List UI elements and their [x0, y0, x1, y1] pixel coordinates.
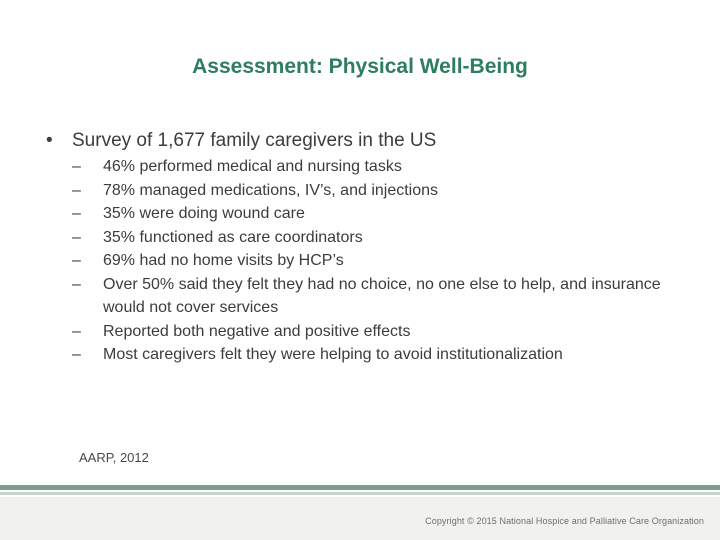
main-bullet-text: Survey of 1,677 family caregivers in the US — [72, 130, 437, 151]
footer-divider — [0, 485, 720, 490]
list-item-text: Reported both negative and positive effects — [103, 322, 411, 340]
dash-marker: – — [72, 228, 81, 246]
list-item — [72, 226, 672, 250]
list-item-text: Most caregivers felt they were helping to avoid institutionalization — [103, 346, 563, 363]
list-item — [72, 320, 672, 344]
slide-title: Assessment: Physical Well-Being — [192, 55, 528, 78]
list-item — [72, 202, 672, 226]
list-item — [72, 343, 672, 367]
dash-marker: – — [72, 205, 81, 222]
footer — [0, 485, 720, 540]
list-item — [72, 179, 672, 203]
list-item — [72, 249, 672, 273]
list-item-text: 35% functioned as care coordinators — [103, 228, 363, 246]
copyright-text: Copyright © 2015 National Hospice and Palliative Care Organization — [425, 516, 704, 526]
list-item-text: 35% were doing wound care — [103, 205, 305, 222]
list-item-text: 69% had no home visits by HCP’s — [103, 252, 344, 269]
list-item-text: Over 50% said they felt they had no choice, no one else to help, and insurance would not cover services — [103, 275, 661, 316]
citation: AARP, 2012 — [79, 450, 149, 465]
bullet-marker: • — [46, 130, 53, 151]
footer-divider-light — [0, 492, 720, 495]
list-item — [72, 155, 672, 179]
dash-marker: – — [72, 252, 81, 269]
list-item — [72, 273, 672, 320]
dash-marker: – — [72, 322, 81, 340]
dash-marker: – — [72, 346, 81, 363]
sub-bullet-list — [72, 155, 672, 367]
list-item-text: 46% performed medical and nursing tasks — [103, 158, 402, 175]
dash-marker: – — [72, 181, 81, 199]
list-item-text: 78% managed medications, IV’s, and injections — [103, 181, 439, 199]
main-bullet — [46, 130, 436, 152]
dash-marker: – — [72, 158, 81, 175]
dash-marker: – — [72, 275, 81, 293]
